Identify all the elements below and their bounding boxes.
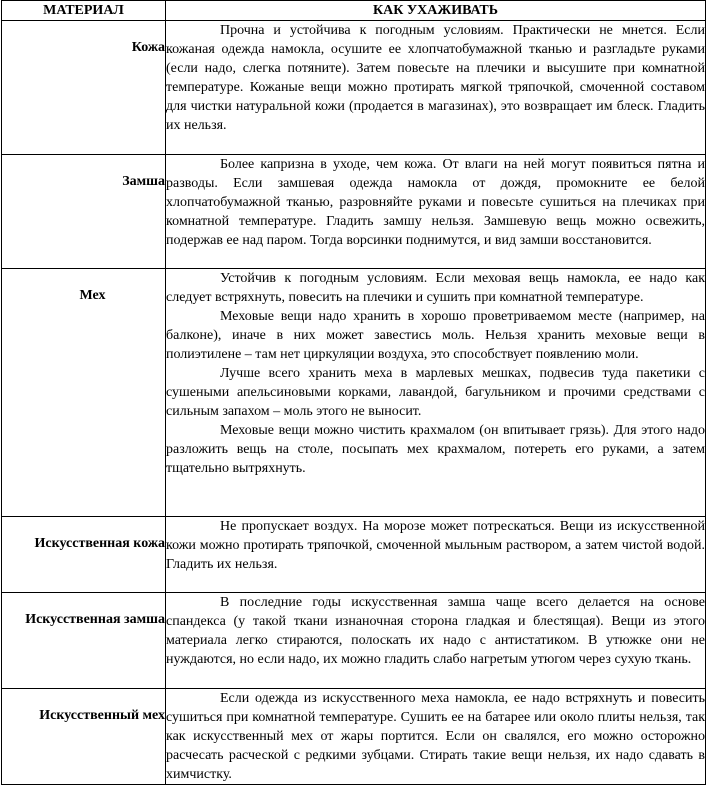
care-cell [166, 689, 706, 785]
care-paragraph: Если одежда из искусственного меха намокла, ее надо встряхнуть и повесить сушиться при комнатной температуре. Сушить ее на батарее или около плиты нельзя, так как искусственный мех от жары портится. Если он свалялся, его можно осторожно расчесать расческой с редкими зубцами. Стирать такие вещи нельзя, их надо сдавать в химчистку. [166, 691, 705, 782]
header-material: МАТЕРИАЛ [2, 1, 166, 21]
table-row [2, 593, 706, 689]
care-paragraph: Лучше всего хранить меха в марлевых мешках, подвесив туда пакетики с сушеными апельсиновыми корками, лавандой, багульником и прочими средствами с сильным запахом – моль этого не выносит. [166, 366, 705, 419]
material-name: Кожа [131, 40, 165, 55]
material-name: Искусственный мех [39, 708, 165, 723]
care-paragraph: Не пропускает воздух. На морозе может потрескаться. Вещи из искусственной кожи можно протирать тряпочкой, смоченной мыльным раствором, а затем чистой водой. Гладить их нельзя. [166, 519, 705, 572]
care-table [1, 0, 706, 785]
material-name: Замша [122, 174, 165, 189]
table-row [2, 21, 706, 155]
table-row [2, 269, 706, 517]
care-paragraph: Прочна и устойчива к погодным условиям. Практически не мнется. Если кожаная одежда намокла, осушите ее хлопчатобумажной тканью и разгладьте руками (если надо, слегка потяните). Затем повесьте на плечики и высушите при комнатной температуре. Кожаные вещи можно протирать мягкой тряпочкой, смоченной составом для чистки натуральной кожи (продается в магазинах), это возвращает им блеск. Гладить их нельзя. [166, 23, 705, 133]
material-cell [2, 155, 166, 269]
care-paragraph: Более капризна в уходе, чем кожа. От влаги на ней могут появиться пятна и разводы. Если замшевая одежда намокла от дождя, промокните ее белой хлопчатобумажной тканью, разровняйте руками и повесьте сушиться на плечиках при комнатной температуре. Гладить замшу нельзя. Замшевую вещь можно освежить, подержав ее над паром. Тогда ворсинки поднимутся, и вид замши восстановится. [166, 157, 705, 248]
header-care: КАК УХАЖИВАТЬ [166, 1, 706, 21]
care-cell [166, 517, 706, 593]
care-cell [166, 269, 706, 517]
material-cell [2, 689, 166, 785]
care-cell [166, 593, 706, 689]
material-cell [2, 593, 166, 689]
table-row [2, 155, 706, 269]
care-paragraph: Устойчив к погодным условиям. Если меховая вещь намокла, ее надо как следует встряхнуть, повесить на плечики и сушить при комнатной температуре. [166, 271, 705, 305]
header-row [2, 1, 706, 21]
material-name: Искусственная кожа [34, 536, 165, 551]
material-name: Искусственная замша [25, 612, 165, 627]
material-cell [2, 269, 166, 517]
care-cell [166, 155, 706, 269]
care-paragraph: Меховые вещи можно чистить крахмалом (он впитывает грязь). Для этого надо разложить вещь на столе, посыпать мех крахмалом, потереть его руками, а затем тщательно вытряхнуть. [166, 423, 705, 476]
care-paragraph: Меховые вещи надо хранить в хорошо проветриваемом месте (например, на балконе), иначе в них может завестись моль. Нельзя хранить меховые вещи в полиэтилене – там нет циркуляции воздуха, это способствует появлению моли. [166, 309, 705, 362]
material-cell [2, 21, 166, 155]
table-row [2, 689, 706, 785]
material-cell [2, 517, 166, 593]
material-name: Мех [79, 288, 106, 303]
care-cell [166, 21, 706, 155]
care-paragraph: В последние годы искусственная замша чаще всего делается на основе спандекса (у такой ткани изнаночная сторона гладкая и блестящая). Вещи из этого материала легко стираются, полоскать их надо с антистатиком. В утюжке они не нуждаются, но если надо, их можно гладить слабо нагретым утюгом через сухую ткань. [166, 595, 705, 667]
table-row [2, 517, 706, 593]
